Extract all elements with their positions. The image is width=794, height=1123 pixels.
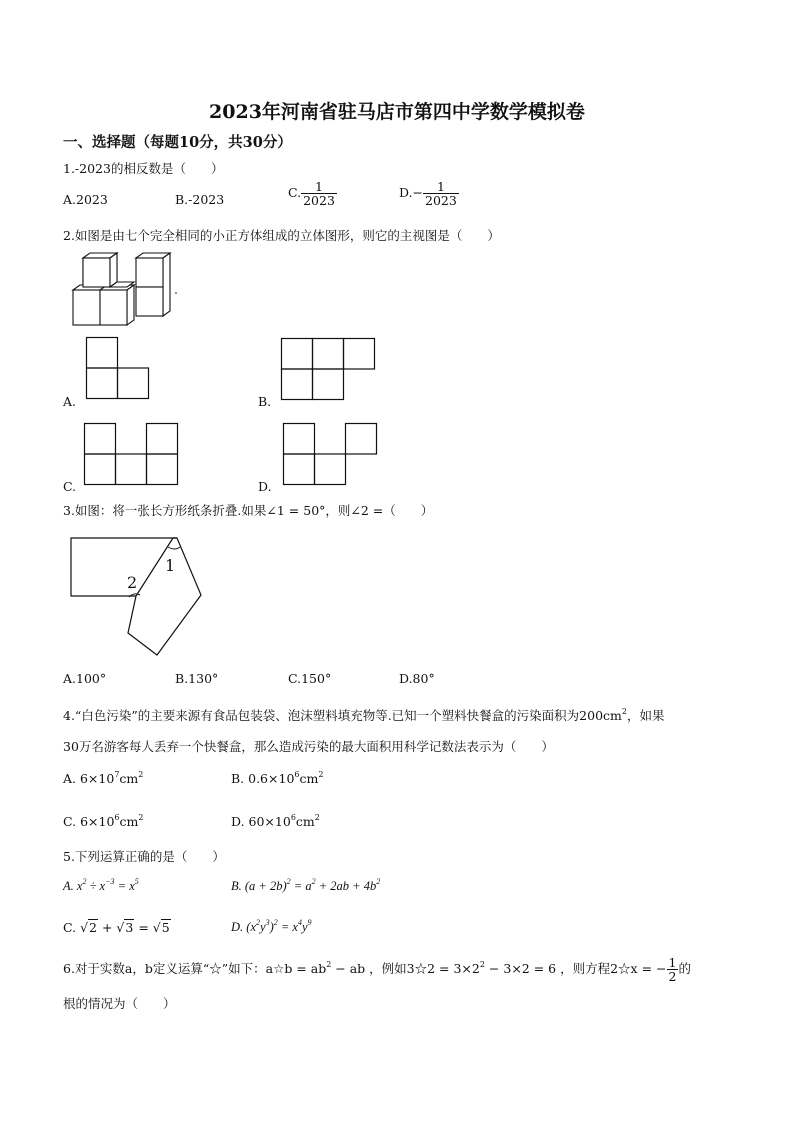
q4-option-b: B. $0.6\times 10^6cm^2$ [231,770,324,786]
q1-option-d [399,180,459,207]
q1-option-a: A.2023 [63,192,108,207]
question-1-stem: 1.-2023的相反数是（ ） [63,161,224,176]
q3-option-b: B.130° [175,671,219,686]
q2-option-c-figure [84,423,179,485]
q5-option-b: B. $(a + 2b)^2 = a^2 + 2ab + 4b^2$ [231,877,381,893]
q1-option-b: B.-2023 [175,192,225,207]
q3-option-a: A.100° [63,671,107,686]
q2-option-b-figure [281,338,376,400]
q4-option-d: D. $60\times 10^6cm^2$ [231,813,320,829]
question-3-stem: 3.如图：将一张长方形纸条折叠.如果∠1 = 50°，则∠2 =（ ） [63,503,434,518]
q6-fraction: $\frac{1}{2}$ [668,955,677,985]
q1-c-label: C. [288,185,302,201]
q3-option-d: D.80° [399,671,435,686]
cube-solid-figure [70,250,190,330]
question-6-stem-line2: 根的情况为（ ） [63,996,176,1011]
question-4-stem-line2: 30万名游客每人丢弃一个快餐盒，那么造成污染的最大面积用科学记数法表示为（ ） [63,739,554,754]
question-5-stem: 5.下列运算正确的是（ ） [63,849,225,864]
page-title: 2023年河南省驻马店市第四中学数学模拟卷 [209,101,585,123]
q5-option-d: D. $(x^2y^3)^2 = x^4y^9$ [231,918,312,934]
q1-d-fraction: $\frac{1}{2023}$ [425,179,457,209]
question-2-stem: 2.如图是由七个完全相同的小正方体组成的立体图形，则它的主视图是（ ） [63,228,500,243]
q1-c-fraction: $\frac{1}{2023}$ [303,179,335,209]
angle-2-label: 2 [127,573,138,592]
question-4-stem-line1: 4.“白色污染”的主要来源有食品包装袋、泡沫塑料填充物等.已知一个塑料快餐盒的污染面积为$200cm^2$，如果 [63,707,665,723]
q1-option-c [288,180,337,207]
q2-option-d-figure [283,423,378,485]
q5-option-c: C. √2 + √3 = √5 [63,920,170,935]
q1-d-label: D.− [399,185,424,201]
q4-option-c: C. $6\times 10^6cm^2$ [63,813,144,829]
q4-option-a: A. $6\times 10^7cm^2$ [63,770,144,786]
q2-option-c-label: C. [63,479,77,494]
folded-paper-figure [68,535,203,660]
q2-option-d-label: D. [258,479,272,494]
q2-option-a-figure [86,337,150,399]
q2-option-b-label: B. [258,394,272,409]
q5-option-a: A. $x^2 \div x^{-3} = x^5$ [63,877,139,893]
angle-1-label: 1 [165,556,176,575]
q3-option-c: C.150° [288,671,332,686]
section-heading: 一、选择题（每题10分，共30分） [63,134,292,151]
question-6-stem-line1: 6.对于实数a，b定义运算“☆”如下：a☆b = $ab^2$ − ab ，例如3☆2 = $3\times 2^2 - 3\times 2 = 6$ ，则方程2☆x = − $\frac{1}{2}$ 的 [63,955,691,985]
q2-option-a-label: A. [63,394,77,409]
